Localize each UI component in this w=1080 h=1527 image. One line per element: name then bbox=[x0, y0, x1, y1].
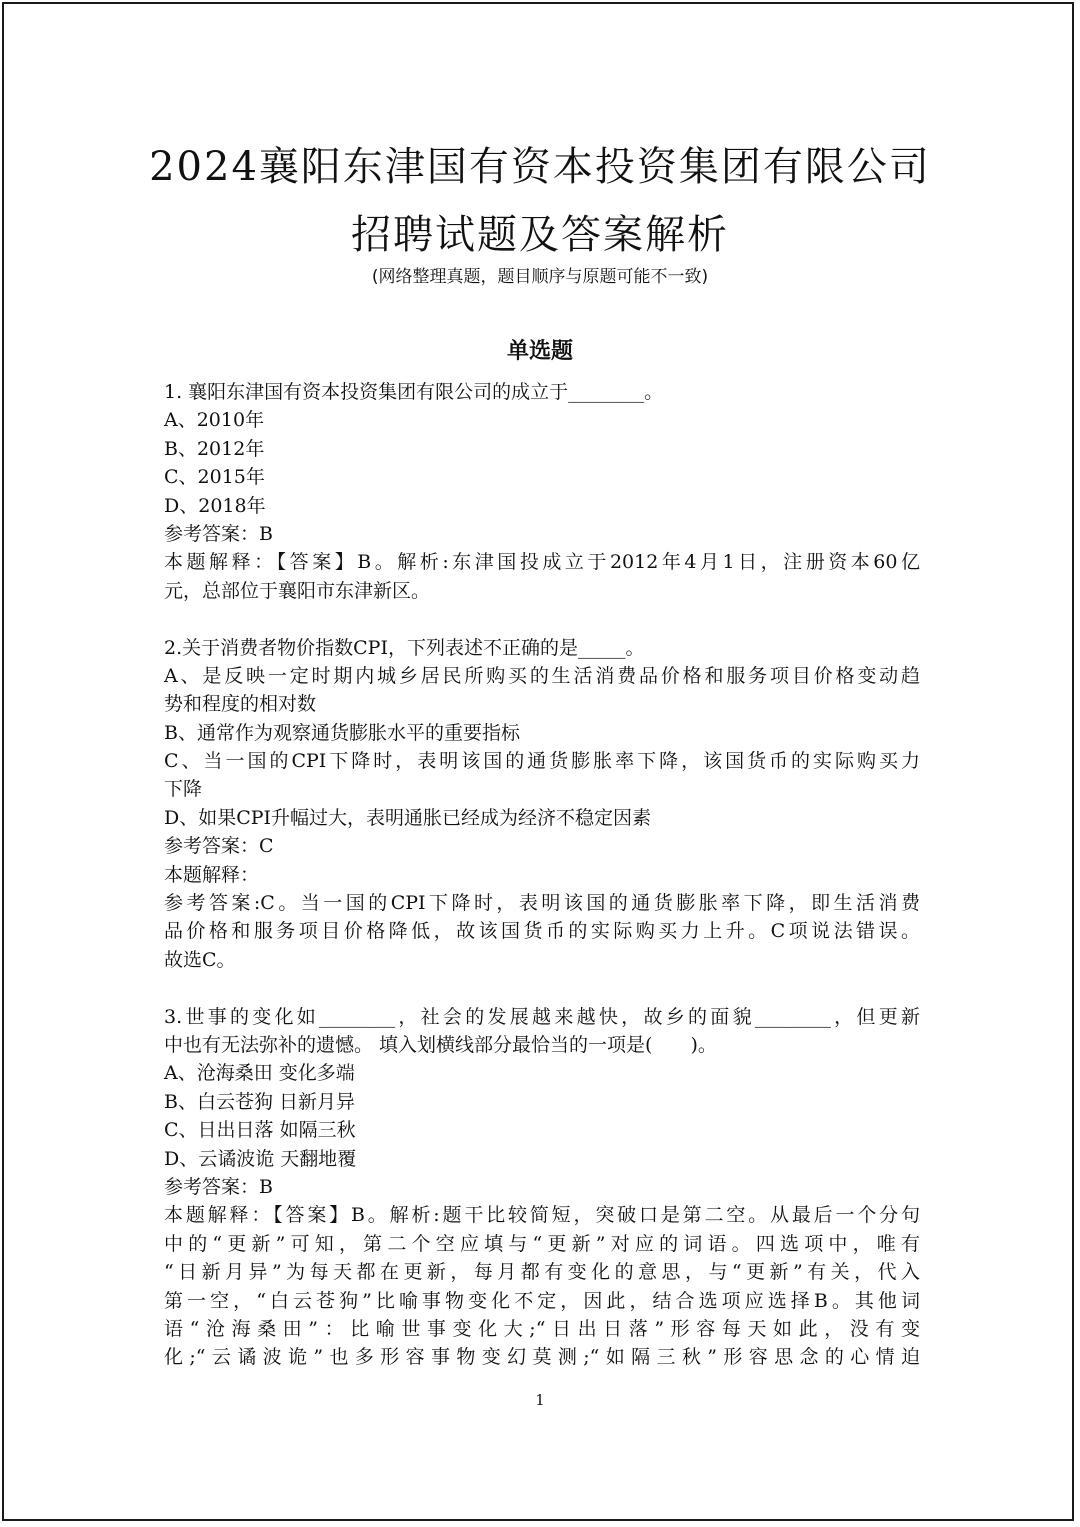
reference-answer: 参考答案：B bbox=[164, 1175, 273, 1198]
option-a: A、2010年 bbox=[164, 409, 265, 432]
explanation-line: 中的“更新”可知，第二个空应填与“更新”对应的词语。四选项中，唯有 bbox=[164, 1232, 920, 1255]
option-a: A、沧海桑田 变化多端 bbox=[164, 1062, 355, 1085]
explanation-line: 语“沧海桑田”：比喻世事变化大;“日出日落”形容每天如此，没有变 bbox=[164, 1317, 920, 1340]
question-stem: 2.关于消费者物价指数CPI，下列表述不正确的是_____。 bbox=[164, 636, 645, 659]
explanation-line: 故选C。 bbox=[164, 948, 236, 971]
question-list bbox=[164, 378, 920, 1372]
option-b: B、白云苍狗 日新月异 bbox=[164, 1090, 356, 1113]
reference-answer: 参考答案：B bbox=[164, 522, 273, 545]
option-a: A、是反映一定时期内城乡居民所购买的生活消费品价格和服务项目价格变动趋 bbox=[164, 664, 920, 687]
option-b: B、通常作为观察通货膨胀水平的重要指标 bbox=[164, 721, 520, 744]
page-number: 1 bbox=[535, 1391, 545, 1409]
question-stem-continued: 中也有无法弥补的遗憾。 填入划横线部分最恰当的一项是( )。 bbox=[164, 1033, 717, 1056]
option-c: C、当一国的CPI下降时，表明该国的通货膨胀率下降，该国货币的实际购买力 bbox=[164, 750, 920, 773]
option-a-continued: 势和程度的相对数 bbox=[164, 693, 317, 716]
explanation-line: 元，总部位于襄阳市东津新区。 bbox=[164, 579, 431, 602]
option-d: D、2018年 bbox=[164, 494, 266, 517]
question-3 bbox=[164, 1003, 920, 1372]
explanation-label: 本题解释： bbox=[164, 863, 260, 886]
document-title-line-1: 2024襄阳东津国有资本投资集团有限公司 bbox=[149, 144, 931, 190]
spacer bbox=[164, 974, 920, 1002]
spacer bbox=[164, 605, 920, 633]
option-b: B、2012年 bbox=[164, 437, 265, 460]
document-title-line-2: 招聘试题及答案解析 bbox=[351, 212, 729, 258]
explanation-line: “日新月异”为每天都在更新，每月都有变化的意思，与“更新”有关，代入 bbox=[164, 1261, 920, 1284]
option-c: C、2015年 bbox=[164, 466, 265, 489]
explanation-line: 品价格和服务项目价格降低，故该国货币的实际购买力上升。C项说法错误。 bbox=[164, 920, 920, 943]
question-stem: 1. 襄阳东津国有资本投资集团有限公司的成立于________。 bbox=[164, 381, 664, 403]
option-c: C、日出日落 如隔三秋 bbox=[164, 1119, 356, 1142]
document-note: (网络整理真题，题目顺序与原题可能不一致) bbox=[371, 267, 709, 287]
option-d: D、如果CPI升幅过大，表明通胀已经成为经济不稳定因素 bbox=[164, 806, 652, 829]
explanation-line: 参考答案:C。当一国的CPI下降时，表明该国的通货膨胀率下降，即生活消费 bbox=[164, 892, 920, 915]
reference-answer: 参考答案：C bbox=[164, 835, 274, 858]
option-d: D、云谲波诡 天翻地覆 bbox=[164, 1147, 357, 1170]
explanation-line: 本题解释：【答案】B。解析:题干比较简短，突破口是第二空。从最后一个分句 bbox=[164, 1204, 920, 1227]
explanation-line: 第一空，“白云苍狗”比喻事物变化不定，因此，结合选项应选择B。其他词 bbox=[164, 1289, 920, 1312]
question-2 bbox=[164, 634, 920, 975]
explanation-line: 化;“云谲波诡”也多形容事物变幻莫测;“如隔三秋”形容思念的心情迫 bbox=[164, 1346, 920, 1369]
section-heading: 单选题 bbox=[506, 339, 573, 364]
explanation-line: 本题解释：【答案】B。解析:东津国投成立于2012年4月1日，注册资本60亿 bbox=[164, 551, 920, 574]
option-c-continued: 下降 bbox=[164, 778, 203, 801]
question-stem: 3.世事的变化如________，社会的发展越来越快，故乡的面貌________，但更新 bbox=[164, 1005, 920, 1028]
question-1 bbox=[164, 378, 920, 605]
